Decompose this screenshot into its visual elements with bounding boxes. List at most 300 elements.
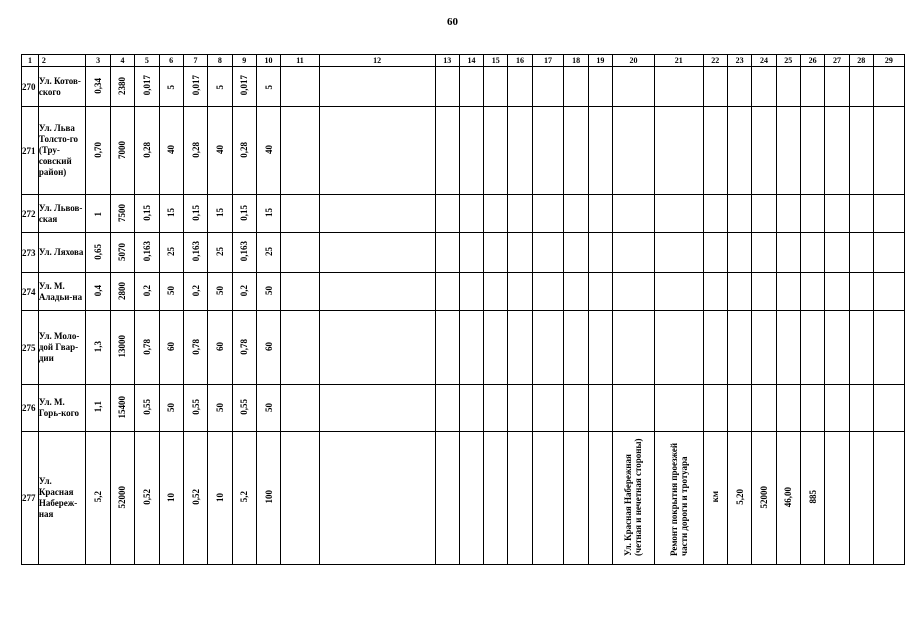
cell-col-19 <box>588 385 612 432</box>
cell-value: 40 <box>166 145 177 154</box>
cell-col-3 <box>86 233 110 273</box>
cell-value: 7500 <box>117 203 128 222</box>
cell-col-14 <box>459 385 483 432</box>
cell-col-8 <box>208 273 232 311</box>
street-name: Ул. М. Горь-кого <box>38 397 80 418</box>
cell-col-6 <box>159 107 183 195</box>
cell-value: 2380 <box>117 76 128 95</box>
cell-col-24 <box>752 273 776 311</box>
cell-value: 50 <box>263 402 274 412</box>
cell-col-14 <box>459 311 483 385</box>
cell-col-22 <box>703 273 727 311</box>
cell-col-11 <box>281 195 320 233</box>
header-cell: 3 <box>86 55 110 67</box>
cell-col-26 <box>800 385 824 432</box>
header-cell: 2 <box>38 55 86 67</box>
cell-col-11 <box>281 233 320 273</box>
cell-col-27 <box>825 385 849 432</box>
table-row <box>22 432 905 565</box>
cell-col-11 <box>281 385 320 432</box>
cell-col-22 <box>703 311 727 385</box>
cell-value: 5 <box>214 85 225 90</box>
cell-col-3 <box>86 273 110 311</box>
cell-col-5 <box>135 67 159 107</box>
cell-col-21 <box>654 385 703 432</box>
cell-value: 15 <box>166 208 177 217</box>
cell-value: Ул. Красная Набережная (четная и нечетная стороны) <box>623 438 644 556</box>
cell-value: 52000 <box>117 485 128 509</box>
street-name: Ул. Ляхова <box>38 247 84 257</box>
row-number: 276 <box>22 403 36 413</box>
cell-col-24 <box>752 385 776 432</box>
cell-col-26 <box>800 107 824 195</box>
cell-col-27 <box>825 67 849 107</box>
cell-col-19 <box>588 195 612 233</box>
row-number: 277 <box>22 493 36 503</box>
cell-col-15 <box>484 311 508 385</box>
cell-value: 46,00 <box>783 486 794 508</box>
cell-col-27 <box>825 273 849 311</box>
cell-value: Ремонт покрытия проезжей части дороги и тротуара <box>668 442 689 556</box>
cell-col-20 <box>612 233 654 273</box>
cell-col-8 <box>208 107 232 195</box>
cell-col-4 <box>110 67 134 107</box>
cell-value: 5070 <box>117 242 128 261</box>
cell-col-19 <box>588 311 612 385</box>
row-number: 270 <box>22 81 36 92</box>
street-name: Ул. Красная Набереж-ная <box>38 476 78 519</box>
cell-col-28 <box>849 273 873 311</box>
cell-col-25 <box>776 385 800 432</box>
cell-col-6 <box>159 432 183 565</box>
cell-col-23 <box>727 67 751 107</box>
cell-col-8 <box>208 67 232 107</box>
header-cell: 14 <box>459 55 483 67</box>
cell-col-10 <box>256 385 280 432</box>
cell-col-13 <box>435 233 459 273</box>
cell-col-9 <box>232 195 256 233</box>
cell-col-26 <box>800 67 824 107</box>
street-name: Ул. М. Аладьи-на <box>38 280 83 302</box>
cell-col-12 <box>319 311 435 385</box>
cell-col-21 <box>654 432 703 565</box>
cell-col-23 <box>727 107 751 195</box>
cell-col-19 <box>588 107 612 195</box>
cell-col-15 <box>484 273 508 311</box>
cell-col-18 <box>564 107 588 195</box>
cell-col-23 <box>727 385 751 432</box>
cell-col-22 <box>703 432 727 565</box>
cell-col-17 <box>532 385 564 432</box>
header-cell: 5 <box>135 55 159 67</box>
cell-col-12 <box>319 432 435 565</box>
cell-col-17 <box>532 273 564 311</box>
cell-col-9 <box>232 385 256 432</box>
cell-value: 5,2 <box>239 491 250 503</box>
cell-col-17 <box>532 195 564 233</box>
cell-col-14 <box>459 107 483 195</box>
cell-col-21 <box>654 233 703 273</box>
cell-col-25 <box>776 432 800 565</box>
cell-col-3 <box>86 311 110 385</box>
cell-col-6 <box>159 233 183 273</box>
cell-col-18 <box>564 311 588 385</box>
cell-value: 0,28 <box>239 141 250 158</box>
cell-col-24 <box>752 311 776 385</box>
cell-col-27 <box>825 233 849 273</box>
cell-value: 5 <box>263 85 274 90</box>
cell-col-16 <box>508 67 532 107</box>
cell-value: 0,4 <box>93 284 104 297</box>
cell-value: 60 <box>263 342 274 351</box>
cell-col-26 <box>800 311 824 385</box>
row-number-cell <box>22 273 39 311</box>
cell-col-21 <box>654 273 703 311</box>
cell-col-20 <box>612 311 654 385</box>
row-number-cell <box>22 67 39 107</box>
cell-col-29 <box>873 311 904 385</box>
cell-col-5 <box>135 273 159 311</box>
data-table <box>21 54 905 565</box>
cell-value: 50 <box>263 286 274 295</box>
cell-value: 0,55 <box>190 399 201 415</box>
cell-col-5 <box>135 195 159 233</box>
cell-col-25 <box>776 67 800 107</box>
cell-col-21 <box>654 67 703 107</box>
street-name-cell <box>38 67 86 107</box>
cell-col-25 <box>776 311 800 385</box>
cell-col-5 <box>135 432 159 565</box>
cell-col-10 <box>256 195 280 233</box>
cell-col-21 <box>654 107 703 195</box>
header-cell: 22 <box>703 55 727 67</box>
cell-col-24 <box>752 432 776 565</box>
cell-col-23 <box>727 233 751 273</box>
table-row <box>22 67 905 107</box>
cell-value: 13000 <box>117 335 128 358</box>
street-name-cell <box>38 107 86 195</box>
table-row <box>22 311 905 385</box>
cell-col-14 <box>459 273 483 311</box>
header-cell: 4 <box>110 55 134 67</box>
row-number: 271 <box>22 145 36 156</box>
cell-col-28 <box>849 107 873 195</box>
cell-col-13 <box>435 195 459 233</box>
cell-col-3 <box>86 432 110 565</box>
cell-col-9 <box>232 107 256 195</box>
cell-col-4 <box>110 273 134 311</box>
cell-col-27 <box>825 195 849 233</box>
row-number-cell <box>22 385 39 432</box>
cell-value: 60 <box>166 342 177 351</box>
cell-col-27 <box>825 107 849 195</box>
cell-col-13 <box>435 311 459 385</box>
cell-value: 2800 <box>117 281 128 300</box>
cell-col-4 <box>110 233 134 273</box>
cell-value: 0,017 <box>141 75 152 96</box>
cell-col-17 <box>532 233 564 273</box>
street-name-cell <box>38 273 86 311</box>
cell-value: 60 <box>214 342 225 351</box>
header-cell: 26 <box>800 55 824 67</box>
cell-col-25 <box>776 273 800 311</box>
cell-col-11 <box>281 67 320 107</box>
row-number: 275 <box>22 342 36 353</box>
cell-value: 5 <box>166 85 177 90</box>
cell-col-4 <box>110 432 134 565</box>
cell-col-28 <box>849 195 873 233</box>
cell-col-19 <box>588 273 612 311</box>
street-name: Ул. Котов-ского <box>38 75 81 97</box>
cell-col-11 <box>281 273 320 311</box>
cell-col-12 <box>319 273 435 311</box>
cell-col-14 <box>459 233 483 273</box>
cell-col-9 <box>232 273 256 311</box>
cell-col-21 <box>654 311 703 385</box>
cell-col-29 <box>873 273 904 311</box>
header-cell: 27 <box>825 55 849 67</box>
cell-col-11 <box>281 107 320 195</box>
cell-col-15 <box>484 432 508 565</box>
header-cell: 10 <box>256 55 280 67</box>
street-name-cell <box>38 233 86 273</box>
cell-col-7 <box>183 195 207 233</box>
cell-col-12 <box>319 107 435 195</box>
cell-value: 25 <box>166 247 177 256</box>
cell-value: 50 <box>214 402 225 412</box>
cell-col-22 <box>703 385 727 432</box>
cell-value: км <box>710 491 721 503</box>
header-cell: 16 <box>508 55 532 67</box>
cell-col-7 <box>183 233 207 273</box>
cell-col-20 <box>612 107 654 195</box>
cell-col-4 <box>110 311 134 385</box>
cell-col-16 <box>508 233 532 273</box>
cell-col-9 <box>232 311 256 385</box>
cell-col-12 <box>319 195 435 233</box>
cell-col-3 <box>86 195 110 233</box>
cell-value: 0,28 <box>190 141 201 158</box>
cell-value: 0,017 <box>190 75 201 96</box>
cell-value: 1,1 <box>93 401 104 413</box>
cell-col-28 <box>849 432 873 565</box>
cell-col-23 <box>727 311 751 385</box>
header-cell: 25 <box>776 55 800 67</box>
cell-col-20 <box>612 67 654 107</box>
cell-col-16 <box>508 385 532 432</box>
cell-col-23 <box>727 432 751 565</box>
cell-col-10 <box>256 107 280 195</box>
cell-value: 50 <box>166 286 177 295</box>
cell-col-29 <box>873 195 904 233</box>
street-name-cell <box>38 195 86 233</box>
cell-col-5 <box>135 107 159 195</box>
cell-value: 7000 <box>117 140 128 159</box>
cell-col-26 <box>800 233 824 273</box>
cell-col-28 <box>849 67 873 107</box>
row-number-cell <box>22 311 39 385</box>
cell-col-25 <box>776 195 800 233</box>
cell-col-14 <box>459 67 483 107</box>
cell-col-26 <box>800 195 824 233</box>
cell-col-8 <box>208 385 232 432</box>
cell-col-15 <box>484 385 508 432</box>
cell-value: 0,34 <box>93 77 104 94</box>
cell-value: 50 <box>214 286 225 295</box>
header-cell: 21 <box>654 55 703 67</box>
cell-col-12 <box>319 385 435 432</box>
cell-col-29 <box>873 233 904 273</box>
cell-col-11 <box>281 432 320 565</box>
table-row <box>22 195 905 233</box>
header-cell: 8 <box>208 55 232 67</box>
header-row <box>22 55 905 67</box>
header-cell: 13 <box>435 55 459 67</box>
cell-col-14 <box>459 432 483 565</box>
cell-col-23 <box>727 273 751 311</box>
cell-col-3 <box>86 107 110 195</box>
cell-col-22 <box>703 233 727 273</box>
header-cell: 18 <box>564 55 588 67</box>
cell-value: 885 <box>807 490 818 504</box>
cell-value: 10 <box>166 492 177 502</box>
header-cell: 12 <box>319 55 435 67</box>
cell-col-9 <box>232 432 256 565</box>
cell-value: 0,70 <box>93 141 104 158</box>
cell-col-6 <box>159 311 183 385</box>
table-row <box>22 107 905 195</box>
cell-col-21 <box>654 195 703 233</box>
cell-col-19 <box>588 432 612 565</box>
cell-col-5 <box>135 385 159 432</box>
cell-col-9 <box>232 233 256 273</box>
cell-col-11 <box>281 311 320 385</box>
cell-col-16 <box>508 107 532 195</box>
cell-value: 0,28 <box>141 141 152 158</box>
cell-col-5 <box>135 233 159 273</box>
cell-value: 0,78 <box>239 338 250 355</box>
cell-col-23 <box>727 195 751 233</box>
cell-col-10 <box>256 67 280 107</box>
cell-col-15 <box>484 195 508 233</box>
header-cell: 28 <box>849 55 873 67</box>
cell-col-20 <box>612 273 654 311</box>
cell-col-20 <box>612 195 654 233</box>
cell-col-22 <box>703 195 727 233</box>
cell-col-13 <box>435 432 459 565</box>
cell-col-4 <box>110 195 134 233</box>
cell-value: 0,163 <box>190 241 201 262</box>
cell-col-7 <box>183 107 207 195</box>
header-cell: 6 <box>159 55 183 67</box>
cell-value: 100 <box>263 490 274 504</box>
cell-value: 40 <box>263 145 274 154</box>
cell-value: 0,163 <box>141 241 152 262</box>
cell-col-15 <box>484 67 508 107</box>
cell-value: 15400 <box>117 395 128 419</box>
cell-col-24 <box>752 195 776 233</box>
cell-value: 15 <box>263 208 274 217</box>
cell-col-4 <box>110 385 134 432</box>
street-name-cell <box>38 311 86 385</box>
cell-col-16 <box>508 273 532 311</box>
cell-col-17 <box>532 432 564 565</box>
cell-col-14 <box>459 195 483 233</box>
cell-col-18 <box>564 67 588 107</box>
cell-value: 52000 <box>758 485 769 509</box>
cell-col-22 <box>703 107 727 195</box>
cell-col-10 <box>256 311 280 385</box>
cell-value: 40 <box>214 145 225 154</box>
cell-col-9 <box>232 67 256 107</box>
cell-col-7 <box>183 67 207 107</box>
cell-col-27 <box>825 311 849 385</box>
cell-col-13 <box>435 273 459 311</box>
cell-value: 0,2 <box>141 284 152 297</box>
cell-value: 0,2 <box>190 284 201 297</box>
street-name: Ул. Льва Толсто-го (Тру-совский район) <box>38 123 79 177</box>
row-number-cell <box>22 107 39 195</box>
header-cell: 19 <box>588 55 612 67</box>
header-cell: 1 <box>22 55 39 67</box>
page-number: 60 <box>447 16 458 28</box>
cell-col-27 <box>825 432 849 565</box>
cell-value: 0,017 <box>239 75 250 96</box>
row-number: 273 <box>22 247 36 258</box>
cell-value: 25 <box>263 247 274 256</box>
cell-col-24 <box>752 233 776 273</box>
table-row <box>22 273 905 311</box>
cell-value: 0,15 <box>141 204 152 221</box>
cell-value: 10 <box>214 492 225 502</box>
cell-col-24 <box>752 107 776 195</box>
cell-value: 0,163 <box>239 241 250 262</box>
street-name-cell <box>38 385 86 432</box>
cell-col-26 <box>800 432 824 565</box>
cell-col-10 <box>256 273 280 311</box>
table-row <box>22 385 905 432</box>
cell-col-19 <box>588 67 612 107</box>
cell-value: 0,55 <box>141 399 152 415</box>
table-row <box>22 233 905 273</box>
header-cell: 29 <box>873 55 904 67</box>
cell-col-3 <box>86 67 110 107</box>
cell-value: 0,15 <box>239 204 250 221</box>
cell-col-4 <box>110 107 134 195</box>
cell-value: 1 <box>93 212 104 217</box>
cell-col-6 <box>159 385 183 432</box>
cell-col-22 <box>703 67 727 107</box>
cell-col-12 <box>319 67 435 107</box>
cell-col-6 <box>159 67 183 107</box>
cell-col-13 <box>435 385 459 432</box>
cell-col-18 <box>564 432 588 565</box>
cell-value: 0,15 <box>190 204 201 221</box>
cell-col-7 <box>183 311 207 385</box>
row-number: 274 <box>22 286 36 297</box>
cell-value: 25 <box>214 247 225 256</box>
cell-col-18 <box>564 385 588 432</box>
row-number-cell <box>22 233 39 273</box>
cell-col-17 <box>532 67 564 107</box>
cell-col-7 <box>183 385 207 432</box>
cell-value: 0,78 <box>141 338 152 355</box>
cell-col-29 <box>873 432 904 565</box>
cell-col-25 <box>776 107 800 195</box>
cell-col-29 <box>873 107 904 195</box>
cell-col-8 <box>208 233 232 273</box>
cell-col-7 <box>183 432 207 565</box>
